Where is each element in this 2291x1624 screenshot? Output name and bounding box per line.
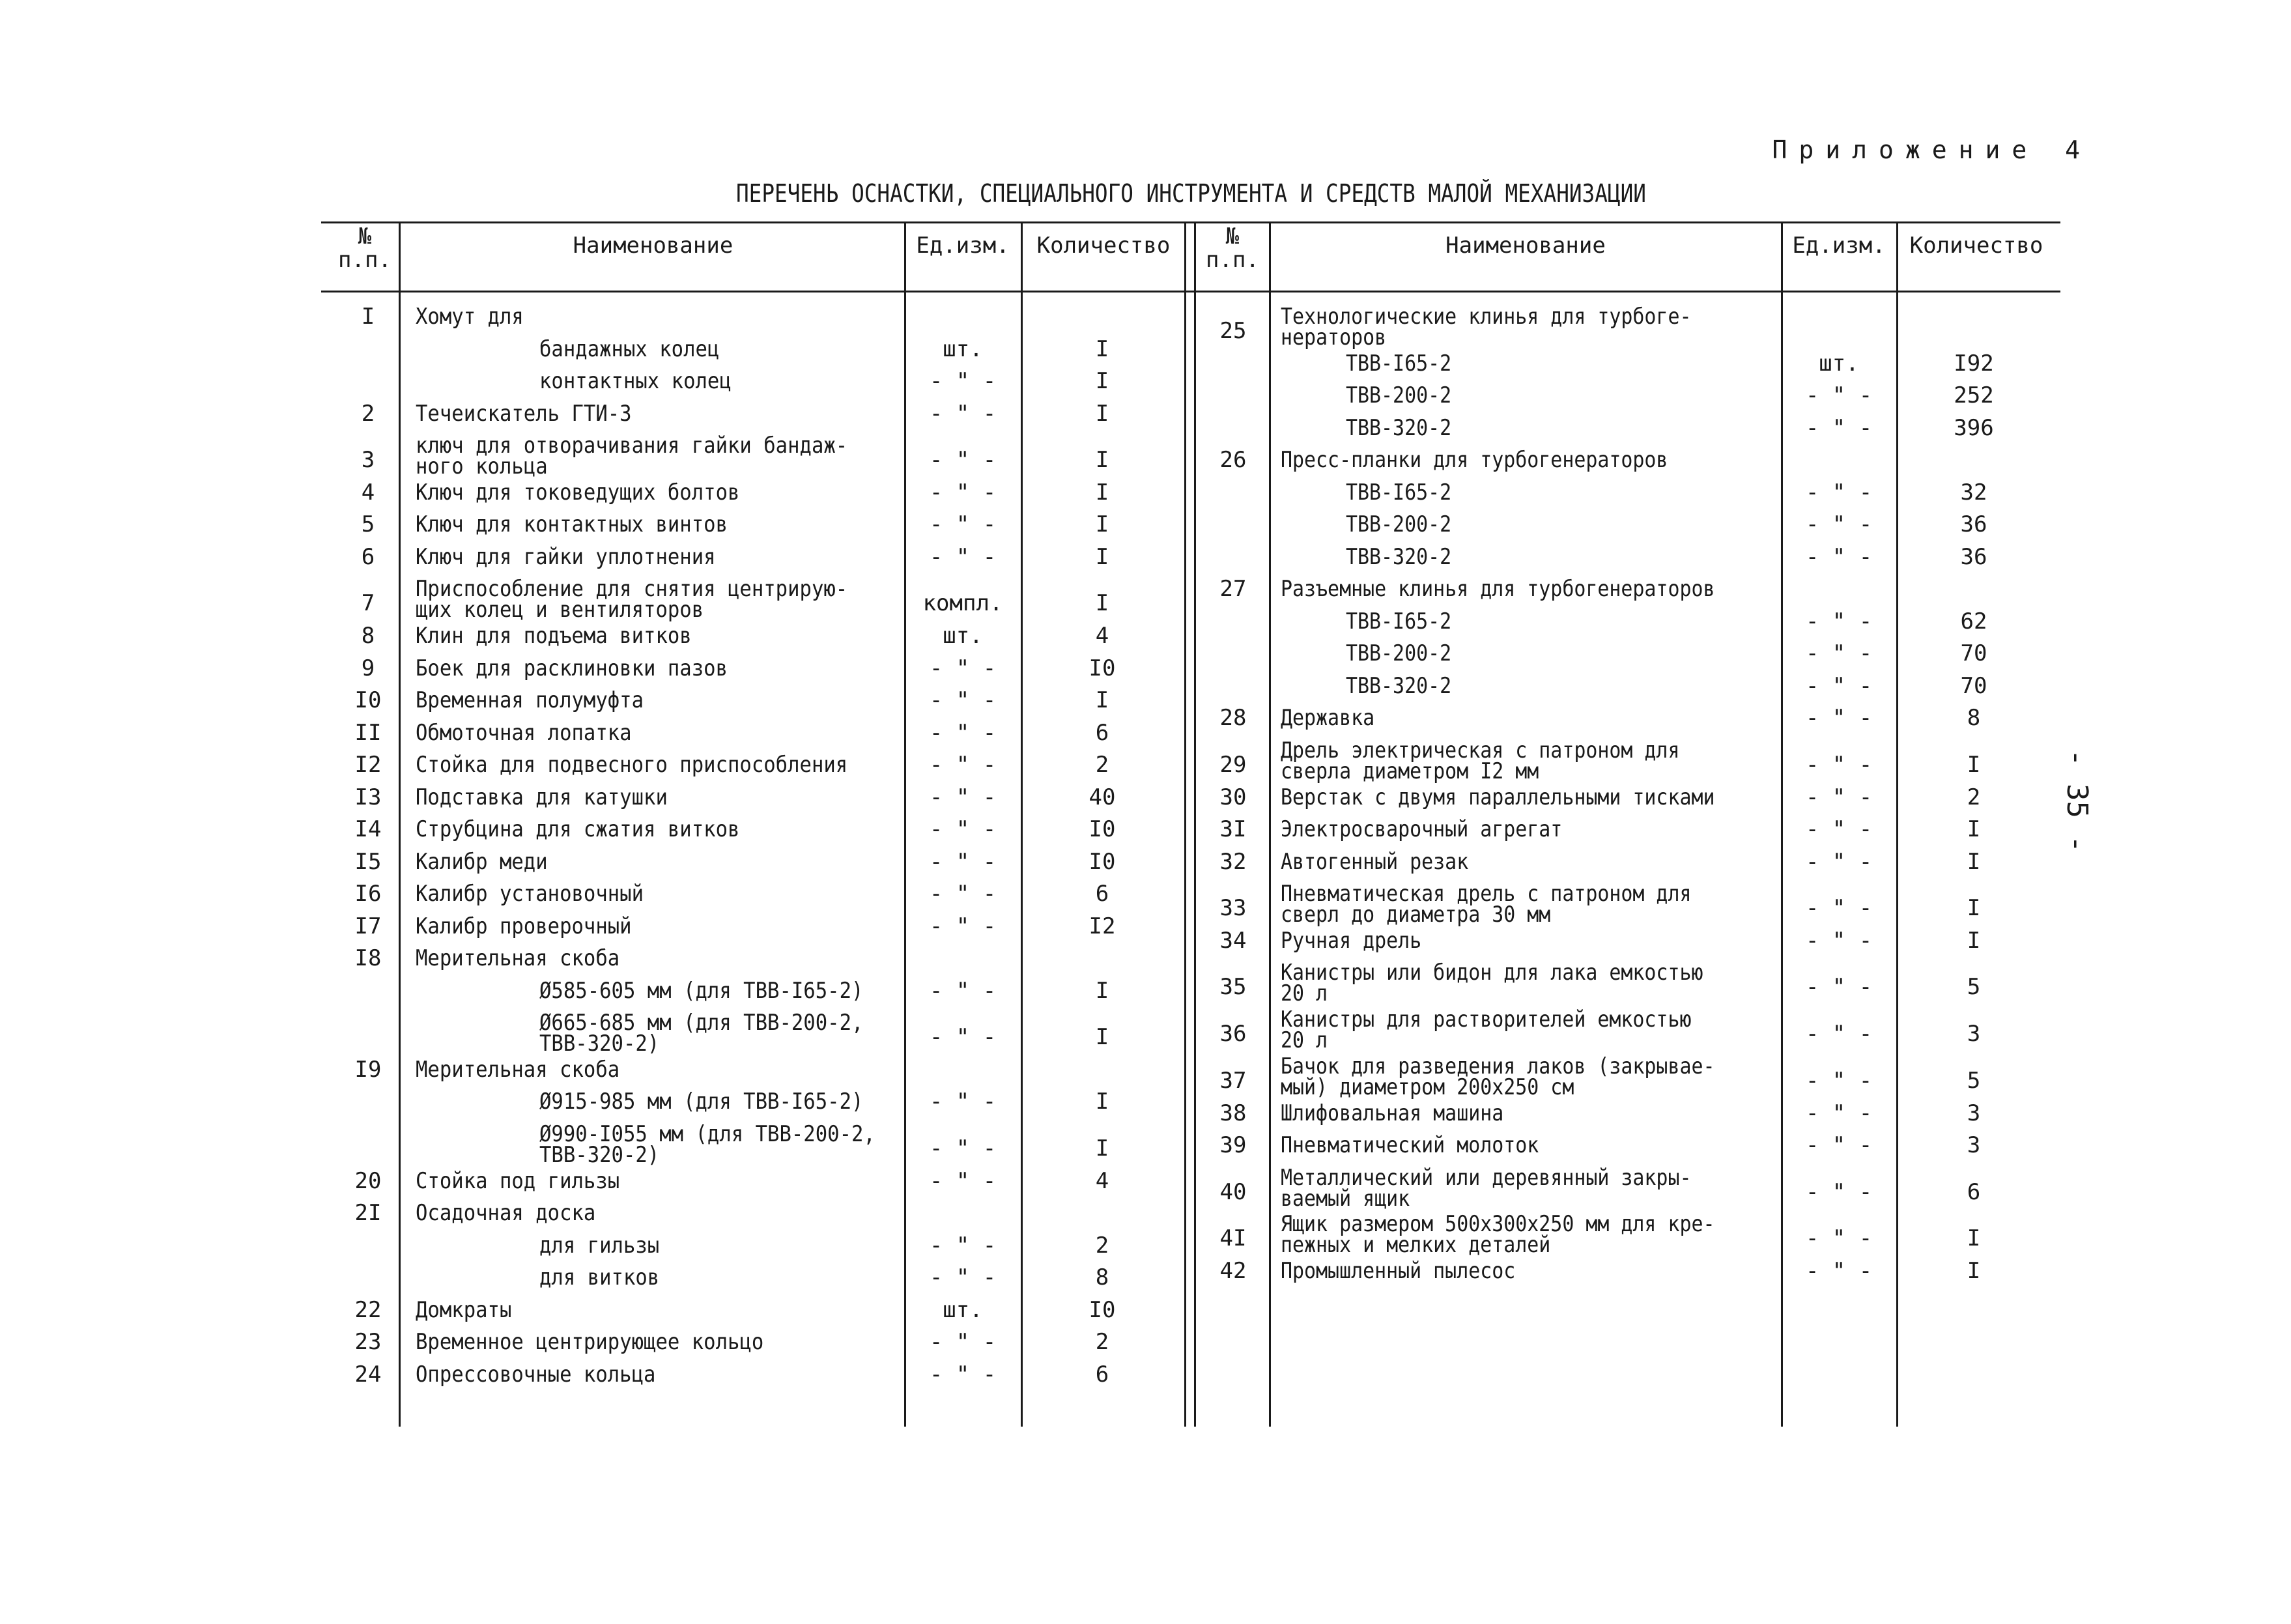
item-number: I9 — [354, 1056, 382, 1083]
item-unit: - " - — [1805, 784, 1873, 810]
item-quantity: 36 — [1960, 543, 1987, 570]
item-name: ТВВ-200-2 — [1346, 511, 1452, 538]
item-name: Калибр установочный — [416, 881, 644, 907]
item-number: 25 — [1219, 318, 1247, 344]
item-quantity: 2 — [1095, 752, 1109, 778]
item-name: Верстак с двумя параллельными тисками — [1281, 784, 1715, 810]
item-quantity: 70 — [1960, 640, 1987, 667]
item-name: Хомут для — [416, 304, 524, 330]
item-unit: - " - — [929, 1232, 997, 1259]
item-unit: - " - — [1805, 1178, 1873, 1205]
item-quantity: 6 — [1967, 1178, 1981, 1205]
item-unit: - " - — [1805, 751, 1873, 778]
item-name: Мерительная скоба — [416, 1056, 620, 1083]
item-unit: - " - — [1805, 511, 1873, 538]
item-name: ТВВ-200-2 — [1346, 640, 1452, 667]
item-name: Обмоточная лопатка — [416, 719, 632, 746]
item-name: бандажных колец — [539, 335, 720, 362]
item-quantity: I — [1095, 1024, 1109, 1051]
item-quantity: I — [1095, 687, 1109, 714]
item-number: I — [361, 304, 375, 330]
item-quantity: 4 — [1095, 1167, 1109, 1194]
item-quantity: I0 — [1089, 1296, 1116, 1323]
item-name: Опрессовочные кольца — [416, 1361, 656, 1388]
item-quantity: I — [1967, 751, 1981, 778]
item-number: 22 — [354, 1296, 382, 1323]
document-title: ПЕРЕЧЕНЬ ОСНАСТКИ, СПЕЦИАЛЬНОГО ИНСТРУМЕНТА И СРЕДСТВ МАЛОЙ МЕХАНИЗАЦИИ — [736, 179, 1646, 208]
item-name: Подставка для катушки — [416, 784, 668, 810]
item-unit: - " - — [929, 511, 997, 538]
header-num-symbol: № — [1225, 223, 1240, 249]
item-name-continued: щих колец и вентиляторов — [416, 597, 704, 623]
item-quantity: I — [1095, 400, 1109, 427]
item-number: 42 — [1219, 1258, 1247, 1285]
item-unit: шт. — [1819, 350, 1859, 377]
item-quantity: 40 — [1089, 784, 1116, 810]
item-name: Автогенный резак — [1281, 848, 1469, 875]
item-name: Пресс-планки для турбогенераторов — [1281, 447, 1668, 474]
item-number: 28 — [1219, 705, 1247, 732]
item-quantity: I — [1967, 1258, 1981, 1285]
item-name: Металлический или деревянный закры- — [1281, 1164, 1692, 1191]
item-name: Ключ для токоведущих болтов — [416, 479, 740, 506]
item-quantity: I92 — [1954, 350, 1994, 377]
item-unit: - " - — [1805, 414, 1873, 441]
item-quantity: I — [1967, 816, 1981, 843]
item-unit: - " - — [1805, 1132, 1873, 1159]
header-num-label: п.п. — [1206, 247, 1259, 273]
item-number: 2 — [361, 400, 375, 427]
item-unit: компл. — [922, 590, 1003, 617]
item-quantity: I — [1095, 1135, 1109, 1161]
table-top-border — [321, 221, 2060, 223]
item-name: Ø915-985 мм (для ТВВ-I65-2) — [539, 1089, 864, 1115]
item-quantity: 8 — [1095, 1264, 1109, 1291]
appendix-label: Приложение 4 — [1772, 135, 2092, 164]
header-divider — [321, 291, 2060, 292]
item-quantity: 3 — [1967, 1132, 1981, 1159]
item-name: Дрель электрическая с патроном для — [1281, 737, 1680, 763]
item-quantity: 3 — [1967, 1021, 1981, 1047]
item-name-continued: сверл до диаметра 30 мм — [1281, 902, 1551, 928]
item-name: Временная полумуфта — [416, 687, 644, 714]
column-divider — [1021, 221, 1023, 1427]
item-number: 36 — [1219, 1021, 1247, 1047]
item-name: для витков — [539, 1264, 660, 1291]
item-quantity: 4 — [1095, 623, 1109, 649]
item-quantity: 6 — [1095, 719, 1109, 746]
item-name-continued: нераторов — [1281, 324, 1387, 350]
item-quantity: 6 — [1095, 881, 1109, 907]
item-number: 35 — [1219, 974, 1247, 1001]
item-unit: - " - — [929, 977, 997, 1004]
item-name: Калибр меди — [416, 848, 548, 875]
item-unit: - " - — [929, 719, 997, 746]
item-unit: - " - — [929, 447, 997, 473]
header-name: Наименование — [573, 233, 733, 259]
item-unit: - " - — [1805, 816, 1873, 843]
item-name: Домкраты — [416, 1296, 512, 1323]
item-name: Ящик размером 500х300х250 мм для кре- — [1281, 1211, 1715, 1238]
item-unit: - " - — [929, 784, 997, 810]
page-number: - 35 - — [2060, 749, 2094, 853]
item-quantity: I — [1095, 543, 1109, 570]
item-name: Приспособление для снятия центрирую- — [416, 576, 848, 603]
item-quantity: 396 — [1954, 414, 1994, 441]
item-unit: - " - — [1805, 848, 1873, 875]
item-name: Калибр проверочный — [416, 913, 632, 939]
item-quantity: I — [1095, 1089, 1109, 1115]
item-name: Шлифовальная машина — [1281, 1100, 1504, 1126]
item-number: I3 — [354, 784, 382, 810]
item-quantity: I — [1095, 368, 1109, 394]
item-number: 2I — [354, 1200, 382, 1227]
item-unit: - " - — [929, 1329, 997, 1356]
item-name: ТВВ-200-2 — [1346, 382, 1452, 409]
item-name-continued: ного кольца — [416, 453, 548, 479]
header-qty: Количество — [1036, 233, 1171, 259]
item-unit: - " - — [929, 1264, 997, 1291]
item-unit: - " - — [1805, 1021, 1873, 1047]
item-unit: - " - — [929, 881, 997, 907]
item-quantity: 3 — [1967, 1100, 1981, 1126]
item-unit: - " - — [1805, 1067, 1873, 1094]
item-quantity: I0 — [1089, 655, 1116, 681]
item-number: I2 — [354, 752, 382, 778]
item-name: Пневматическая дрель с патроном для — [1281, 881, 1692, 907]
item-name: ТВВ-320-2 — [1346, 672, 1452, 699]
item-unit: - " - — [929, 752, 997, 778]
item-name: Ключ для контактных винтов — [416, 511, 728, 538]
item-name: Стойка под гильзы — [416, 1167, 620, 1194]
item-name-continued: пежных и мелких деталей — [1281, 1232, 1551, 1259]
item-name: ТВВ-320-2 — [1346, 543, 1452, 570]
item-number: 4I — [1219, 1225, 1247, 1252]
item-number: 9 — [361, 655, 375, 681]
item-name: Канистры или бидон для лака емкостью — [1281, 960, 1703, 986]
item-quantity: I2 — [1089, 913, 1116, 939]
item-quantity: 8 — [1967, 705, 1981, 732]
item-name: контактных колец — [539, 368, 732, 394]
item-name: Ø665-685 мм (для ТВВ-200-2, — [539, 1010, 864, 1036]
item-number: 23 — [354, 1329, 382, 1356]
item-number: I8 — [354, 945, 382, 972]
column-divider — [1269, 221, 1271, 1427]
item-name: Осадочная доска — [416, 1200, 596, 1227]
item-name: Ø990-I055 мм (для ТВВ-200-2, — [539, 1120, 875, 1147]
item-name: Клин для подъема витков — [416, 623, 692, 649]
item-unit: - " - — [1805, 608, 1873, 634]
item-quantity: I — [1095, 335, 1109, 362]
item-number: 6 — [361, 543, 375, 570]
column-divider — [1896, 221, 1898, 1427]
item-unit: шт. — [943, 335, 983, 362]
item-quantity: 36 — [1960, 511, 1987, 538]
item-quantity: 62 — [1960, 608, 1987, 634]
item-name: Мерительная скоба — [416, 945, 620, 972]
item-unit: - " - — [929, 1167, 997, 1194]
header-name: Наименование — [1445, 233, 1606, 259]
item-unit: - " - — [1805, 705, 1873, 732]
item-number: 34 — [1219, 927, 1247, 954]
item-number: 26 — [1219, 447, 1247, 474]
item-quantity: 32 — [1960, 479, 1987, 506]
item-name: ключ для отворачивания гайки бандаж- — [416, 433, 848, 459]
header-unit: Ед.изм. — [1792, 233, 1886, 259]
item-number: II — [354, 719, 382, 746]
item-name: Пневматический молоток — [1281, 1132, 1539, 1159]
item-quantity: I — [1095, 447, 1109, 473]
item-number: 20 — [354, 1167, 382, 1194]
header-num-label: п.п. — [338, 247, 391, 273]
item-name-continued: ТВВ-320-2) — [539, 1031, 660, 1057]
item-quantity: 5 — [1967, 974, 1981, 1001]
item-unit: - " - — [929, 816, 997, 843]
item-unit: - " - — [929, 479, 997, 506]
item-unit: - " - — [1805, 1100, 1873, 1126]
item-number: 29 — [1219, 751, 1247, 778]
column-divider — [1184, 221, 1186, 1427]
item-name: Ручная дрель — [1281, 927, 1422, 954]
item-unit: - " - — [929, 400, 997, 427]
item-unit: - " - — [1805, 1225, 1873, 1252]
item-number: 4 — [361, 479, 375, 506]
item-number: 5 — [361, 511, 375, 538]
item-number: 3I — [1219, 816, 1247, 843]
item-name: Разъемные клинья для турбогенераторов — [1281, 576, 1715, 603]
item-name-continued: мый) диаметром 200х250 см — [1281, 1074, 1574, 1100]
item-unit: - " - — [1805, 672, 1873, 699]
column-divider — [1194, 221, 1196, 1427]
item-unit: - " - — [1805, 479, 1873, 506]
item-quantity: I — [1095, 479, 1109, 506]
item-name: Ø585-605 мм (для ТВВ-I65-2) — [539, 977, 864, 1004]
item-unit: - " - — [929, 687, 997, 714]
item-unit: - " - — [929, 1089, 997, 1115]
item-quantity: 2 — [1095, 1329, 1109, 1356]
item-quantity: I — [1967, 1225, 1981, 1252]
item-name: Бачок для разведения лаков (закрывае- — [1281, 1053, 1715, 1079]
item-unit: - " - — [1805, 382, 1873, 409]
item-quantity: I — [1967, 927, 1981, 954]
item-name: Течеискатель ГТИ-3 — [416, 400, 632, 427]
item-quantity: I — [1095, 511, 1109, 538]
item-name: Электросварочный агрегат — [1281, 816, 1563, 843]
item-unit: - " - — [1805, 895, 1873, 922]
item-unit: - " - — [1805, 640, 1873, 667]
item-quantity: I — [1967, 848, 1981, 875]
item-unit: - " - — [929, 913, 997, 939]
item-number: I6 — [354, 881, 382, 907]
item-quantity: I — [1095, 977, 1109, 1004]
item-unit: - " - — [1805, 974, 1873, 1001]
item-number: 38 — [1219, 1100, 1247, 1126]
item-number: 7 — [361, 590, 375, 617]
item-number: I0 — [354, 687, 382, 714]
item-number: 40 — [1219, 1178, 1247, 1205]
item-name: Струбцина для сжатия витков — [416, 816, 740, 843]
column-divider — [399, 221, 401, 1427]
item-name: Державка — [1281, 705, 1375, 732]
item-name: Временное центрирующее кольцо — [416, 1329, 764, 1356]
item-quantity: 2 — [1967, 784, 1981, 810]
item-unit: - " - — [929, 1135, 997, 1161]
item-number: 8 — [361, 623, 375, 649]
item-quantity: 252 — [1954, 382, 1994, 409]
item-name-continued: 20 л — [1281, 980, 1328, 1007]
item-name: Боек для расклиновки пазов — [416, 655, 728, 681]
item-name: ТВВ-320-2 — [1346, 414, 1452, 441]
item-number: 39 — [1219, 1132, 1247, 1159]
item-name: Технологические клинья для турбоге- — [1281, 304, 1692, 330]
item-number: I7 — [354, 913, 382, 939]
item-quantity: 2 — [1095, 1232, 1109, 1259]
item-number: I5 — [354, 848, 382, 875]
item-unit: - " - — [929, 1361, 997, 1388]
item-unit: шт. — [943, 623, 983, 649]
item-unit: - " - — [929, 655, 997, 681]
item-unit: - " - — [1805, 927, 1873, 954]
item-unit: - " - — [1805, 543, 1873, 570]
item-name: Стойка для подвесного приспособления — [416, 752, 848, 778]
item-number: 24 — [354, 1361, 382, 1388]
item-name: Канистры для растворителей емкостью — [1281, 1006, 1692, 1033]
item-unit: - " - — [929, 543, 997, 570]
item-unit: - " - — [929, 368, 997, 394]
item-number: 33 — [1219, 895, 1247, 922]
item-quantity: I — [1095, 590, 1109, 617]
item-number: 32 — [1219, 848, 1247, 875]
item-name: ТВВ-I65-2 — [1346, 350, 1452, 377]
item-unit: - " - — [929, 848, 997, 875]
item-unit: - " - — [1805, 1258, 1873, 1285]
item-name: ТВВ-I65-2 — [1346, 608, 1452, 634]
item-name: для гильзы — [539, 1232, 660, 1259]
item-name-continued: 20 л — [1281, 1027, 1328, 1054]
item-number: I4 — [354, 816, 382, 843]
item-quantity: I — [1967, 895, 1981, 922]
item-quantity: I0 — [1089, 848, 1116, 875]
item-unit: шт. — [943, 1296, 983, 1323]
item-name: ТВВ-I65-2 — [1346, 479, 1452, 506]
header-qty: Количество — [1909, 233, 2043, 259]
item-unit: - " - — [929, 1024, 997, 1051]
item-quantity: I0 — [1089, 816, 1116, 843]
item-number: 3 — [361, 447, 375, 473]
item-name: Ключ для гайки уплотнения — [416, 543, 716, 570]
item-name-continued: ваемый ящик — [1281, 1185, 1410, 1212]
item-number: 30 — [1219, 784, 1247, 810]
item-name-continued: сверла диаметром I2 мм — [1281, 758, 1539, 784]
item-quantity: 5 — [1967, 1067, 1981, 1094]
header-num-symbol: № — [358, 223, 372, 249]
item-number: 27 — [1219, 576, 1247, 603]
header-unit: Ед.изм. — [916, 233, 1010, 259]
item-number: 37 — [1219, 1067, 1247, 1094]
item-quantity: 70 — [1960, 672, 1987, 699]
item-name: Промышленный пылесос — [1281, 1258, 1516, 1285]
item-quantity: 6 — [1095, 1361, 1109, 1388]
item-name-continued: ТВВ-320-2) — [539, 1141, 660, 1168]
